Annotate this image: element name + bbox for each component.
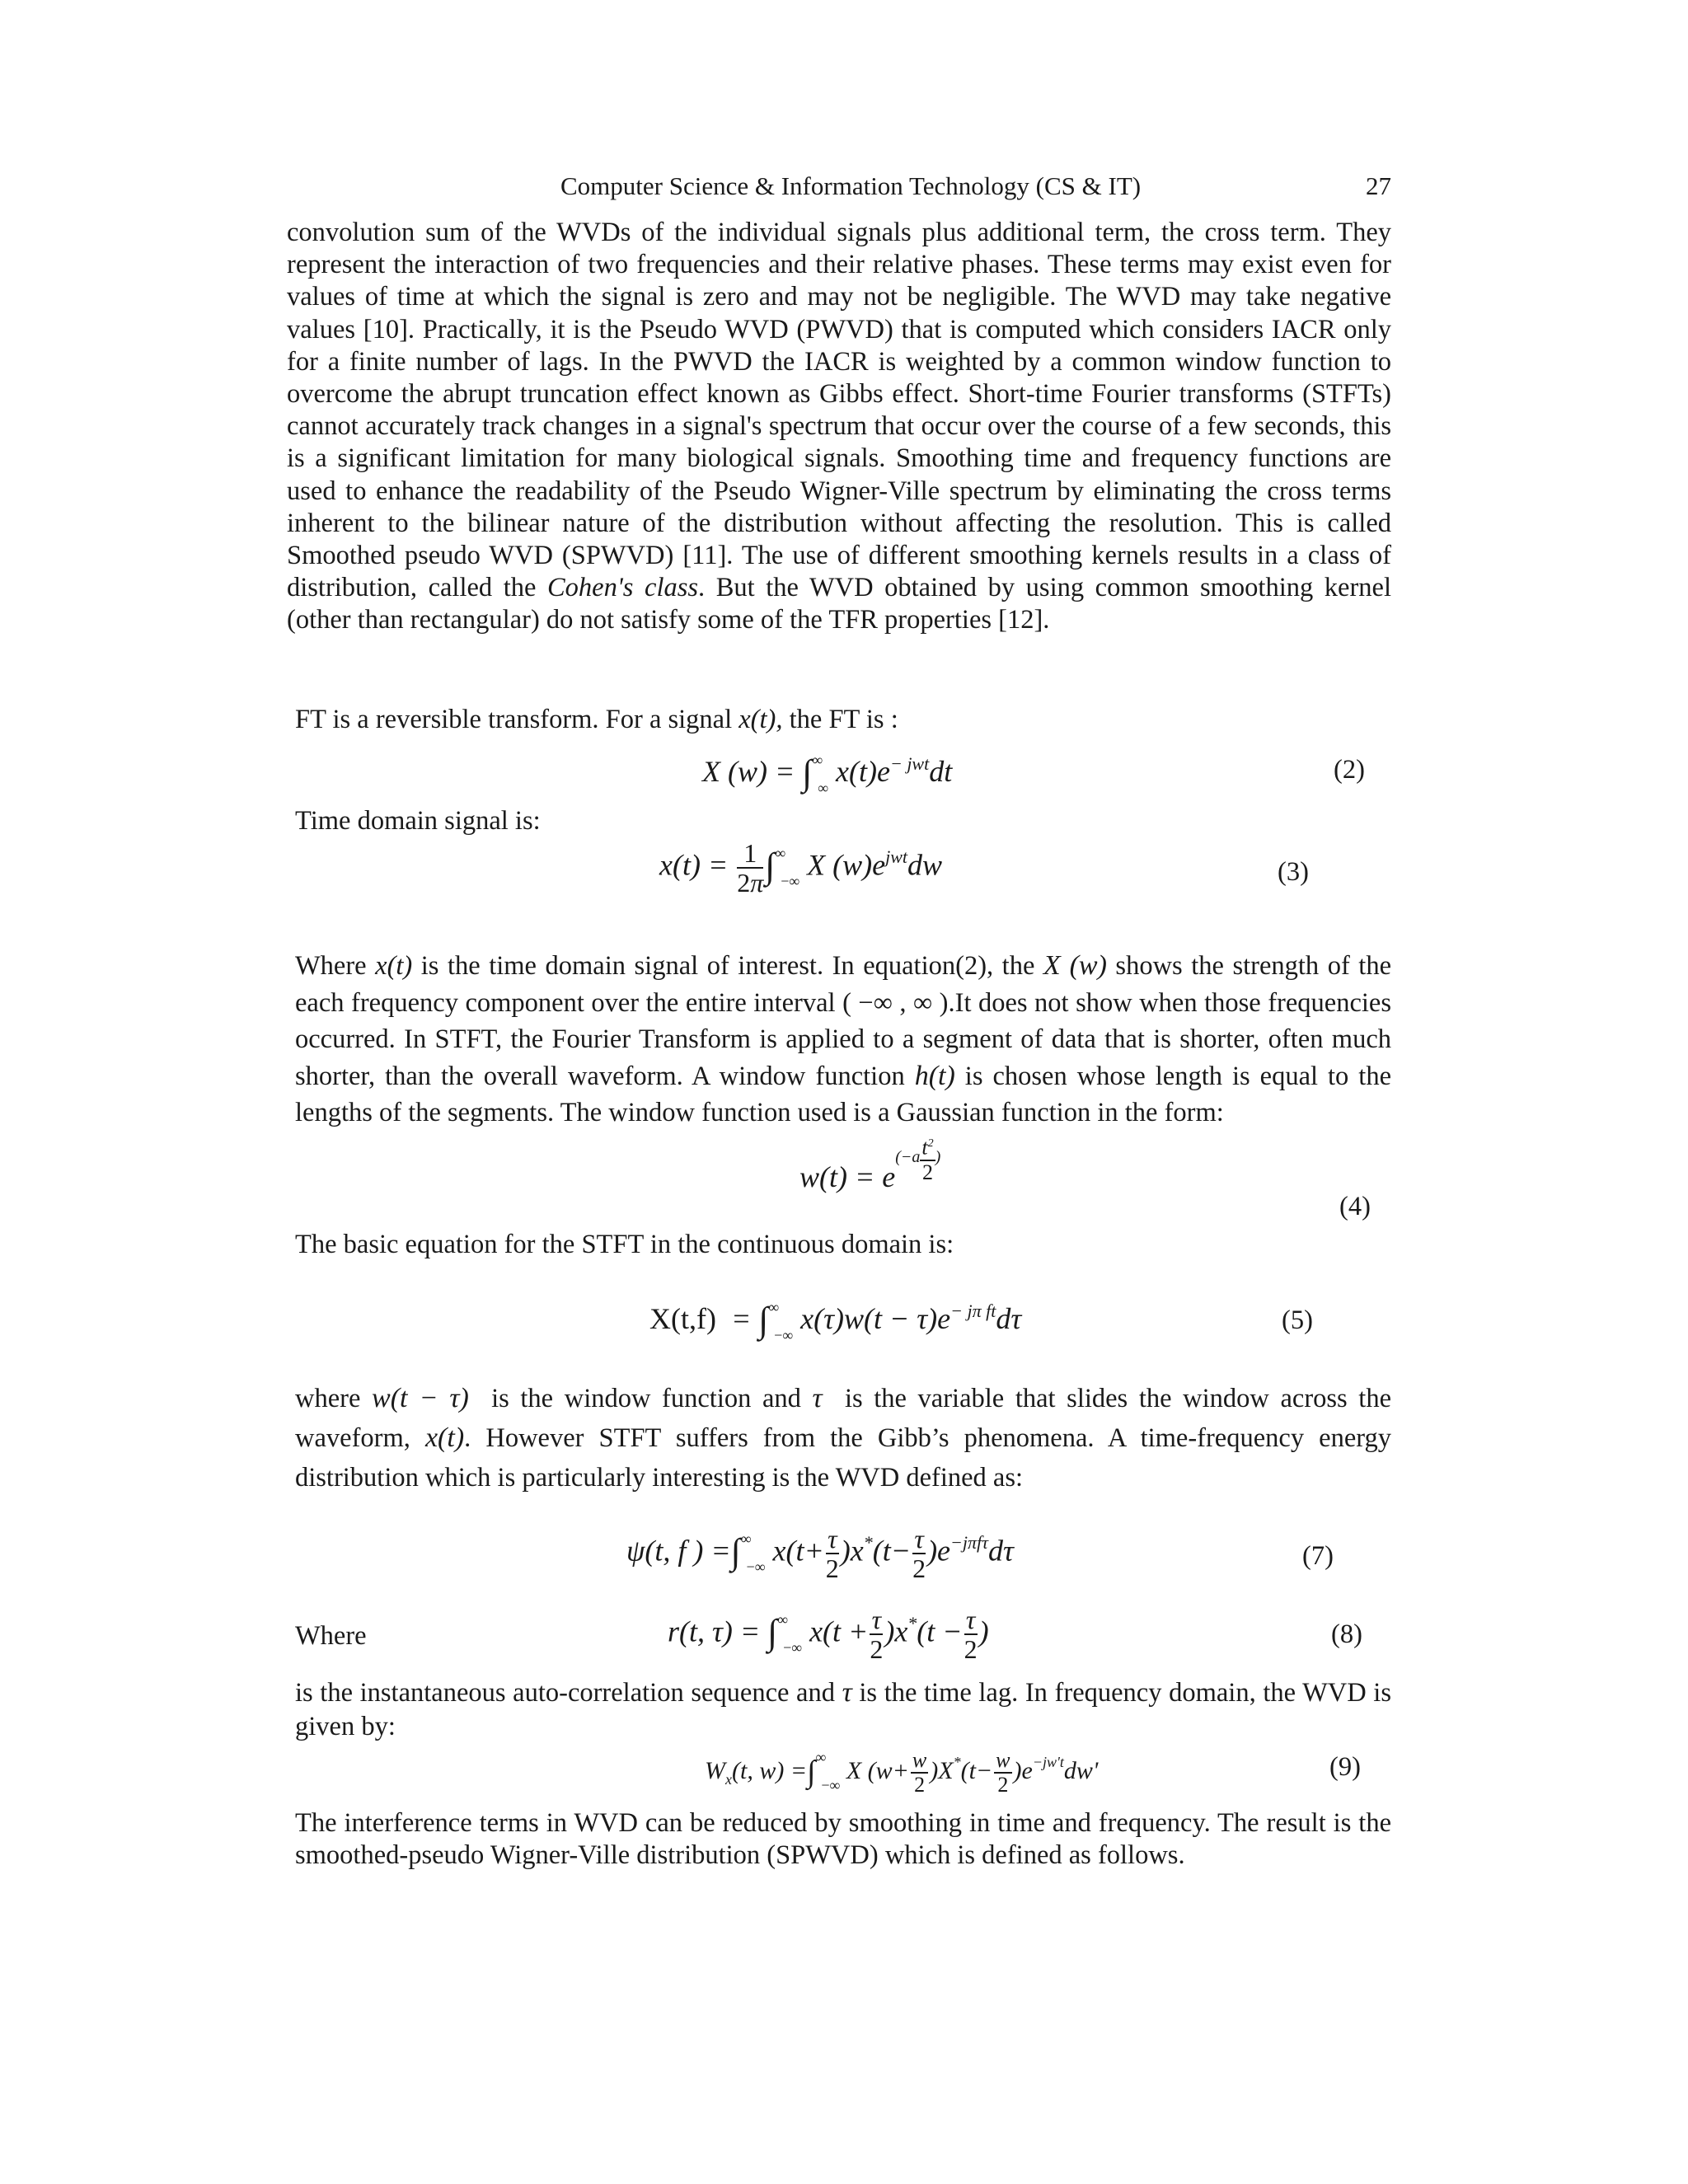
para2-text-b: is the time domain signal of interest. In equation(2), the [412, 951, 1043, 981]
equation-5-number: (5) [1282, 1305, 1313, 1335]
equation-2-number: (2) [1334, 755, 1365, 785]
para3-text-c: is the variable that slides the window across the waveform, [295, 1384, 1392, 1453]
ft-line-b: the FT is : [782, 705, 898, 734]
fourier-explanation-paragraph [295, 948, 1391, 1132]
ft-intro-line [295, 703, 898, 736]
inline-math-ht: h(t) [914, 1060, 955, 1091]
where-label: Where [295, 1621, 367, 1651]
ft-line-italic: x(t), [738, 705, 783, 734]
stft-explanation-paragraph [295, 1379, 1391, 1497]
para2-text-c: shows the strength of the each frequency component over the entire interval ( −∞ , ∞ ).It does not show when those frequencies occurred. In STFT, the Fourier Transform is applied to a segment of data that is shorter, often much shorter, than the overall waveform. A window function [295, 951, 1392, 1091]
equation-9: $W_x(t$, $w) =\int^\infty_{-\infty}$ X (w+ $\frac{w}{2}$ )X*(t− $\frac{w}{2}$ )$e^{-jw't}dw'$ [705, 1748, 1099, 1797]
para3-text-b: is the window function and [480, 1384, 813, 1413]
equation-8-number: (8) [1331, 1619, 1362, 1649]
autocorrelation-paragraph [295, 1675, 1391, 1744]
para3-text-d: . However STFT suffers from the Gibb’s phenomena. A time-frequency energy distribution which is particularly interesting is the WVD defined as: [295, 1423, 1391, 1493]
inline-math-tau-lag: τ [842, 1677, 852, 1708]
page-number: 27 [1366, 171, 1391, 200]
para1-text-a: convolution sum of the WVDs of the individual signals plus additional term, the cross term. They represent the interaction of two frequencies and their relative phases. These terms may exist even for values of time at which the signal is zero and may not be negligible. The WVD may take negative values [10]. Practically, it is the Pseudo WVD (PWVD) that is computed which considers IACR only for a finite number of lags. In the PWVD the IACR is weighted by a common window function to overcome the abrupt truncation effect known as Gibbs effect. Short-time Fourier transforms (STFTs) cannot accurately track changes in a signal's spectrum that occur over the course of a few seconds, this is a significant limitation for many biological signals. Smoothing time and frequency functions are used to enhance the readability of the Pseudo Wigner-Ville spectrum by eliminating the cross terms inherent to the bilinear nature of the distribution without affecting the resolution. This is called Smoothed pseudo WVD (SPWVD) [11]. The use of different smoothing kernels results in a class of distribution, called the [287, 218, 1391, 603]
journal-title: Computer Science & Information Technology (CS & IT) [560, 171, 1142, 200]
para2-text-d: is chosen whose length is equal to the lengths of the segments. The window function used is a Gaussian function in the form: [295, 1061, 1391, 1127]
para2-italic: x(t) [375, 951, 413, 981]
para1-text-b: . But the WVD obtained by using common smoothing kernel (other than rectangular) do not satisfy some of the TFR properties [12]. [287, 573, 1391, 635]
ft-line-a: FT is a reversible transform. For a signal [295, 705, 739, 734]
para4-text-b: is the time lag. In frequency domain, the WVD is given by: [295, 1678, 1391, 1741]
inline-math-xt: x(t) [424, 1422, 465, 1453]
time-domain-label: Time domain signal is: [295, 806, 541, 836]
para3-text-a: where [295, 1384, 373, 1413]
spwvd-paragraph [295, 1807, 1391, 1872]
equation-7-number: (7) [1302, 1541, 1334, 1571]
equation-7: ψ(t, f ) $=\int^\infty_{-\infty}$ x(t+ $\frac{\tau}{2}$ )x*(t− $\frac{\tau}{2}$ )$e^{-j\pi f\tau}d\tau$ [626, 1524, 1014, 1583]
inline-math-window: w(t − τ) [372, 1383, 469, 1413]
equation-3: x(t) = $\frac{1}{2\pi}$ $\int^\infty_{-\infty}$ X $(w)e^{jwt}dw$ [659, 838, 943, 898]
equation-4-number: (4) [1339, 1192, 1371, 1221]
para4-text-a: is the instantaneous auto-correlation sequence and [295, 1678, 842, 1708]
para5-text: The interference terms in WVD can be reduced by smoothing in time and frequency. The result is the smoothed-pseudo Wigner-Ville distribution (SPWVD) which is defined as follows. [295, 1808, 1391, 1870]
para2-text-a: Where [295, 951, 376, 981]
equation-8: r(t, $\tau) = \int^\infty_{-\infty}$ x(t + $\frac{\tau}{2}$ )x*(t − $\frac{\tau}{2}$ ) [668, 1605, 989, 1664]
equation-2: X $(w) = \int^\infty_\infty$ $x(t)e^{- jwt}dt$ [702, 752, 953, 796]
inline-math-tau: τ [812, 1383, 823, 1413]
equation-4: $w(t) = e^{(-a \frac{t^2}{2} )}$ [799, 1157, 940, 1209]
stft-label: The basic equation for the STFT in the continuous domain is: [295, 1230, 954, 1259]
running-header [0, 171, 1688, 204]
equation-5: $X(t,f) = \int^\infty_{-\infty}$ $x(\tau)w(t - \tau)e^{- j\pi ft}d\tau$ [649, 1299, 1022, 1343]
intro-paragraph [287, 217, 1391, 637]
equation-9-number: (9) [1329, 1752, 1361, 1782]
equation-3-number: (3) [1278, 857, 1309, 887]
inline-math-Xw: X (w) [1043, 950, 1107, 981]
para1-italic-term: Cohen's class [547, 573, 699, 603]
